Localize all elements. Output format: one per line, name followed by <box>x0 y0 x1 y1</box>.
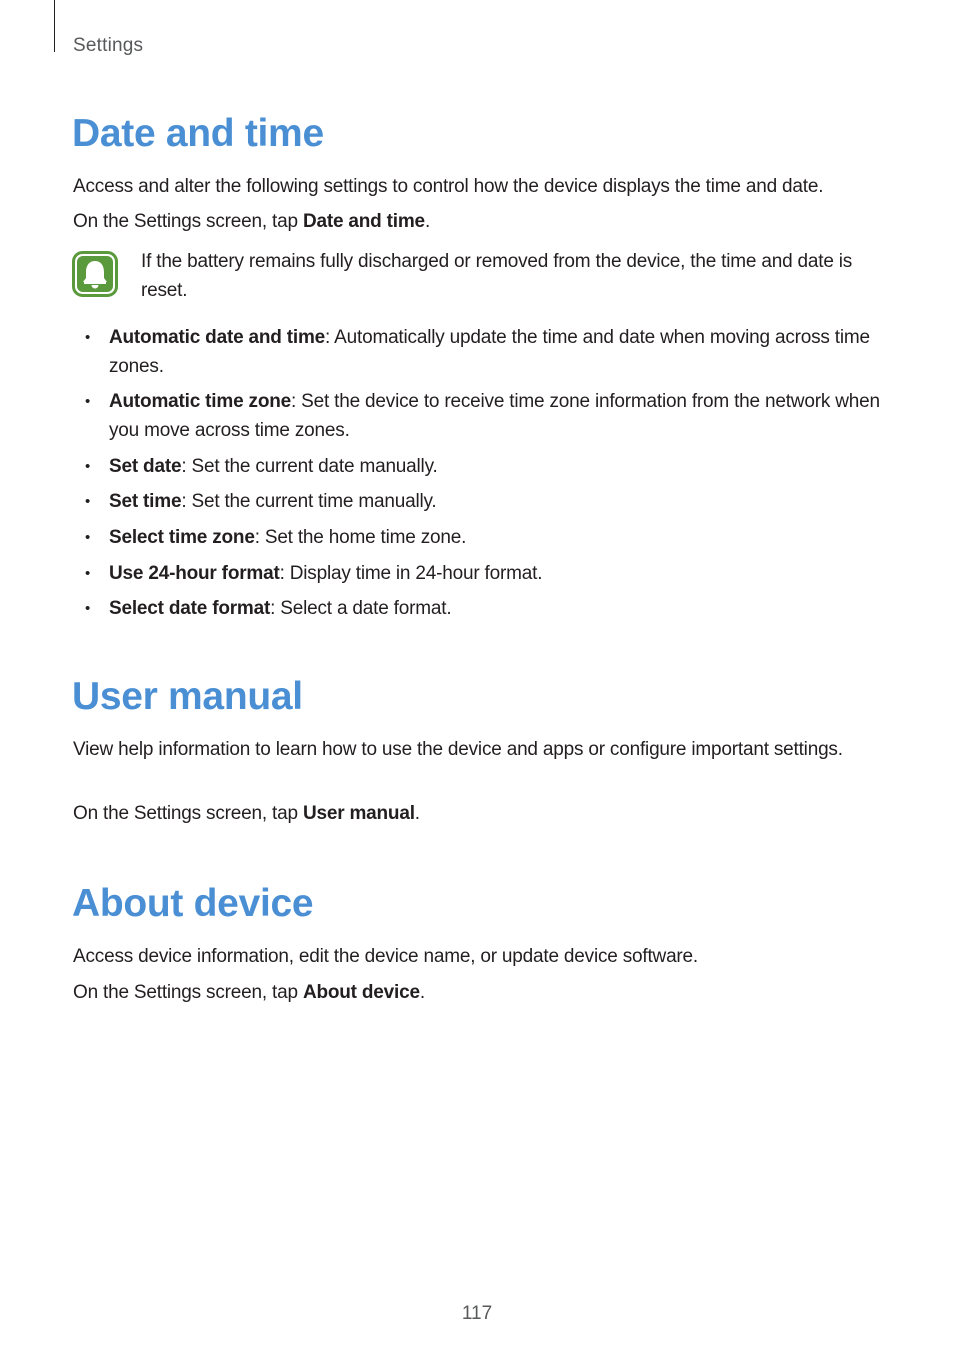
instruction-target: User manual <box>302 803 415 824</box>
bullet: • <box>85 565 91 582</box>
item-description: : Set the current time manually. <box>181 491 437 512</box>
bullet: • <box>85 600 91 617</box>
item-term: Select time zone <box>109 527 255 548</box>
item-term: Automatic time zone <box>109 391 291 412</box>
bullet: • <box>85 393 91 410</box>
bullet: • <box>85 329 91 346</box>
header-rule <box>54 0 55 52</box>
item-description: : Display time in 24-hour format. <box>279 563 543 584</box>
running-header: Settings <box>73 35 144 56</box>
bullet: • <box>85 529 91 546</box>
about-device-heading: About device <box>72 882 314 925</box>
item-term: Automatic date and time <box>109 327 326 348</box>
item-term: Select date format <box>109 598 271 619</box>
instruction-suffix: . <box>419 982 425 1003</box>
item-description: : Set the device to receive time zone information from the network when you move across time zones. <box>109 391 880 441</box>
instruction-prefix: On the Settings screen, tap <box>73 211 303 232</box>
bullet: • <box>85 458 91 475</box>
item-term: Set date <box>109 456 182 477</box>
battery-note: If the battery remains fully discharged or removed from the device, the time and date is reset. <box>141 251 853 301</box>
about-device-instruction <box>73 978 883 1007</box>
page-number: 117 <box>461 1303 493 1324</box>
user-manual-intro: View help information to learn how to use the device and apps or configure important settings. <box>73 739 843 760</box>
instruction-suffix: . <box>424 211 431 232</box>
item-term: Use 24-hour format <box>109 563 280 584</box>
user-manual-instruction <box>73 799 883 828</box>
instruction-target: About device <box>302 982 420 1003</box>
item-term: Set time <box>109 491 182 512</box>
item-description: : Set the home time zone. <box>254 527 467 548</box>
date-and-time-heading: Date and time <box>72 112 324 155</box>
instruction-target: Date and time <box>302 211 425 232</box>
notification-bell-icon <box>72 251 118 297</box>
instruction-prefix: On the Settings screen, tap <box>73 803 303 824</box>
item-description: : Automatically update the time and date when moving across time zones. <box>109 327 870 377</box>
about-device-intro: Access device information, edit the device name, or update device software. <box>73 946 699 967</box>
bullet: • <box>85 493 91 510</box>
item-description: : Select a date format. <box>270 598 452 619</box>
instruction-suffix: . <box>414 803 420 824</box>
instruction-prefix: On the Settings screen, tap <box>73 982 303 1003</box>
item-description: : Set the current date manually. <box>181 456 438 477</box>
user-manual-heading: User manual <box>72 675 303 718</box>
date-and-time-instruction <box>73 207 883 236</box>
date-and-time-intro: Access and alter the following settings to control how the device displays the time and date. <box>73 176 824 197</box>
